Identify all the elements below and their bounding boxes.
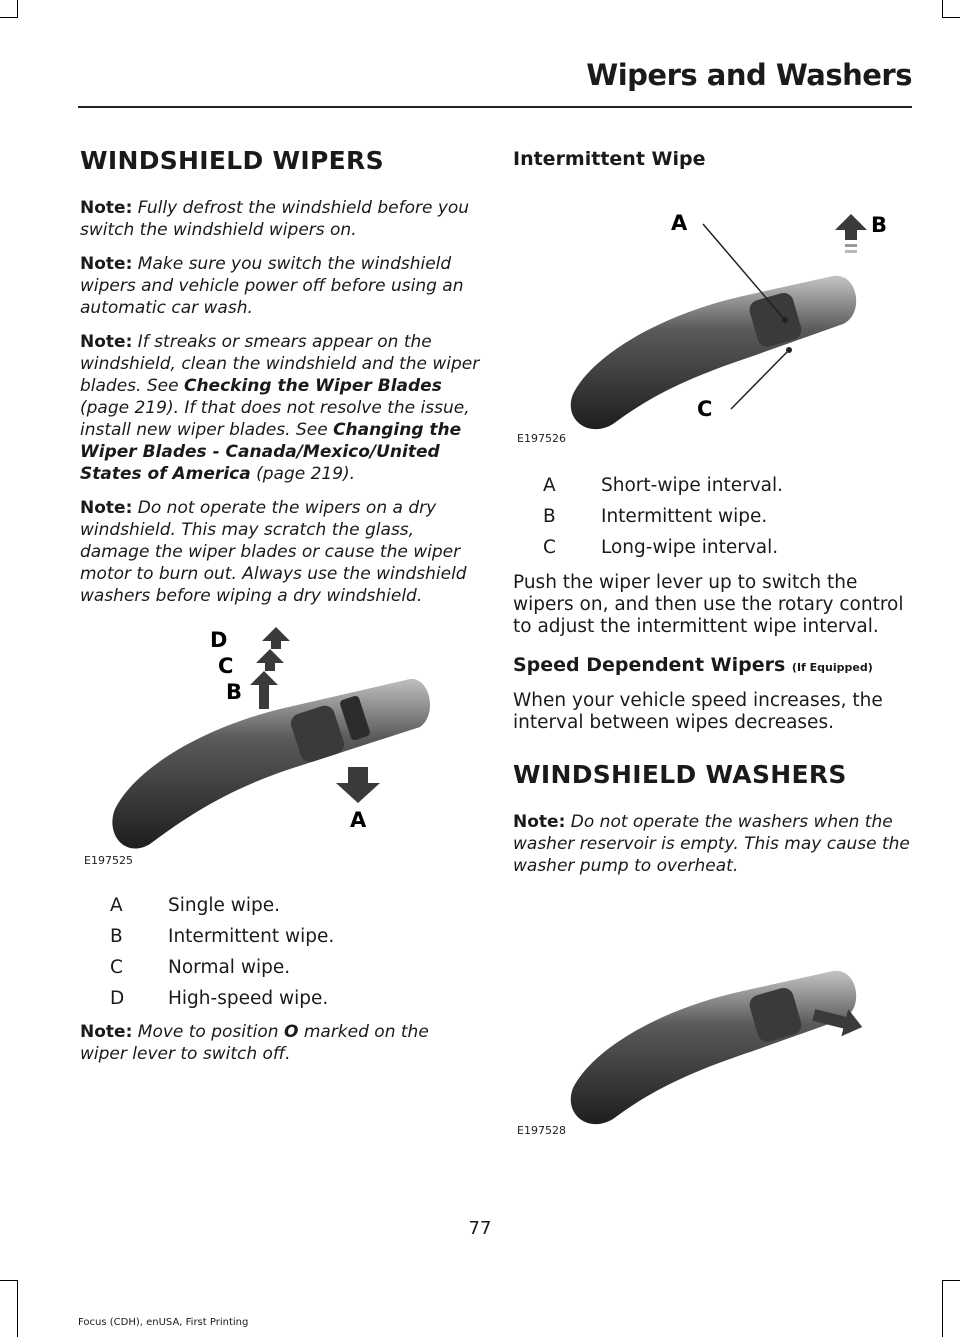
- legend-row: [110, 895, 334, 926]
- crop-mark: [17, 0, 18, 18]
- page-number: 77: [468, 1218, 492, 1239]
- lever-body: [112, 679, 430, 849]
- figure-label: C: [697, 397, 713, 421]
- right-column: [513, 140, 913, 1141]
- wiper-lever-illustration: [513, 903, 913, 1141]
- intermittent-wipe-figure: [513, 184, 913, 449]
- legend-key: B: [110, 926, 123, 947]
- figure-label: C: [218, 654, 234, 678]
- legend-table: [110, 895, 334, 1019]
- note-label: Note:: [80, 198, 133, 218]
- body-paragraph: Push the wiper lever up to switch the wipers on, and then use the rotary control to adjust the intermittent wipe interval.: [513, 572, 904, 637]
- washer-lever-figure: [513, 903, 913, 1141]
- legend-key: A: [543, 475, 556, 496]
- arrow-up-icon: [262, 627, 290, 649]
- legend-row: [543, 506, 783, 537]
- note-paragraph: [80, 1021, 480, 1065]
- wiper-lever-illustration: [80, 619, 480, 871]
- legend-value: Single wipe.: [168, 895, 281, 916]
- legend-row: [110, 988, 334, 1019]
- legend-row: [110, 957, 334, 988]
- crop-mark: [17, 1280, 18, 1337]
- section-title-wipers: WINDSHIELD WIPERS: [80, 146, 384, 175]
- cross-reference: Changing the Wiper Blades - Canada/Mexico/United States of America: [80, 420, 462, 484]
- figure-code: E197526: [517, 432, 566, 445]
- callout-dot: [786, 347, 792, 353]
- figure-code: E197525: [84, 854, 133, 867]
- legend-row: [543, 537, 783, 568]
- edition-label: Focus (CDH), enUSA, First Printing: [78, 1317, 249, 1328]
- subsection-title-intermittent: Intermittent Wipe: [513, 148, 706, 170]
- section-title-washers: WINDSHIELD WASHERS: [513, 760, 847, 789]
- arrow-trail: [845, 250, 857, 253]
- body-paragraph: When your vehicle speed increases, the interval between wipes decreases.: [513, 690, 883, 733]
- left-column: [80, 140, 480, 1077]
- note-text: If streaks or smears appear on the windshield, clean the windshield and the wiper blades. See: [80, 332, 480, 396]
- arrow-up-icon: [256, 649, 284, 671]
- figure-code: E197528: [517, 1124, 566, 1137]
- legend-value: Intermittent wipe.: [601, 506, 768, 527]
- legend-row: [110, 926, 334, 957]
- note-text: (page 219).: [250, 464, 356, 484]
- arrow-down-icon: [336, 767, 380, 803]
- legend-value: High-speed wipe.: [168, 988, 329, 1009]
- note-paragraph: [513, 811, 913, 877]
- legend-key: B: [543, 506, 556, 527]
- cross-reference: O: [283, 1022, 299, 1042]
- figure-label: A: [350, 808, 367, 832]
- callout-dot: [782, 317, 788, 323]
- crop-mark: [942, 17, 960, 18]
- arrow-up-icon: [835, 214, 867, 240]
- note-paragraph: [80, 253, 480, 319]
- arrow-up-icon: [250, 671, 278, 709]
- page-header: Wipers and Washers: [586, 58, 912, 92]
- cross-reference: Checking the Wiper Blades: [183, 376, 442, 396]
- wiper-lever-illustration: [513, 184, 913, 449]
- subsection-title-speed: [513, 654, 913, 676]
- note-text: Make sure you switch the windshield wipers and vehicle power off before using an automatic car wash.: [80, 254, 464, 318]
- note-paragraph: [80, 197, 480, 241]
- figure-label: A: [671, 211, 688, 235]
- figure-label: D: [210, 628, 228, 652]
- note-text: Do not operate the washers when the washer reservoir is empty. This may cause the washer pump to overheat.: [513, 812, 910, 876]
- crop-mark: [942, 1280, 943, 1337]
- note-label: Note:: [80, 254, 133, 274]
- arrow-trail: [845, 244, 857, 247]
- note-paragraph: [80, 331, 480, 485]
- legend-key: A: [110, 895, 123, 916]
- legend-key: D: [110, 988, 125, 1009]
- legend-key: C: [543, 537, 556, 558]
- note-text: Fully defrost the windshield before you switch the windshield wipers on.: [80, 198, 470, 240]
- legend-value: Normal wipe.: [168, 957, 291, 978]
- legend-row: [543, 475, 783, 506]
- legend-value: Short-wipe interval.: [601, 475, 784, 496]
- note-text: Move to position: [132, 1022, 284, 1042]
- note-label: Note:: [80, 498, 133, 518]
- crop-mark: [942, 1280, 960, 1281]
- crop-mark: [0, 1280, 18, 1281]
- note-paragraph: [80, 497, 480, 607]
- legend-key: C: [110, 957, 123, 978]
- note-text: Do not operate the wipers on a dry windshield. This may scratch the glass, damage the wiper blades or cause the wiper motor to burn out. Always use the windshield washers before wiping a dry windshield.: [80, 498, 467, 606]
- note-label: Note:: [513, 812, 566, 832]
- legend-value: Intermittent wipe.: [168, 926, 335, 947]
- crop-mark: [0, 17, 18, 18]
- lever-body: [571, 276, 856, 429]
- legend-value: Long-wipe interval.: [601, 537, 779, 558]
- wiper-lever-positions-figure: [80, 619, 480, 871]
- speed-title-text: Speed Dependent Wipers: [513, 654, 786, 676]
- figure-label: B: [871, 213, 888, 237]
- note-label: Note:: [80, 332, 133, 352]
- note-text: marked on the wiper lever to switch off.: [80, 1022, 429, 1064]
- equipped-tag: (If Equipped): [791, 661, 873, 674]
- note-label: Note:: [80, 1022, 133, 1042]
- lever-body: [571, 971, 856, 1124]
- legend-table: [543, 475, 783, 568]
- header-rule: [78, 106, 912, 108]
- figure-label: B: [226, 680, 243, 704]
- note-text: (page 219). If that does not resolve the issue, install new wiper blades. See: [80, 398, 470, 440]
- crop-mark: [942, 0, 943, 18]
